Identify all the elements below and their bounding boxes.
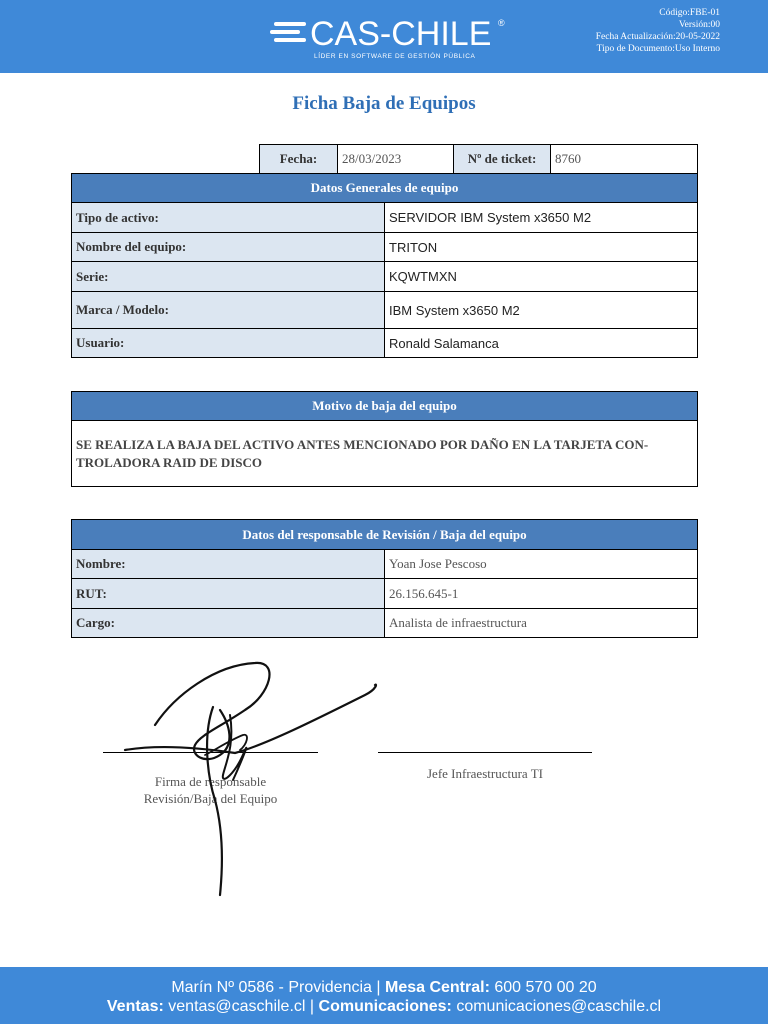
ticket-label: Nº de ticket: xyxy=(454,145,551,174)
motivo-text-line-1: SE REALIZA LA BAJA DEL ACTIVO ANTES MENCIONADO POR DAÑO EN LA TARJETA CON- xyxy=(76,436,649,452)
meta-tipo-documento: Tipo de Documento:Uso Interno xyxy=(596,44,720,54)
header-band xyxy=(0,0,768,73)
marca-modelo-label: Marca / Modelo: xyxy=(72,292,385,329)
footer-address: Marín Nº 0586 - Providencia xyxy=(171,979,372,996)
rut-value: 26.156.645-1 xyxy=(385,579,698,609)
ticket-value: 8760 xyxy=(551,145,698,174)
table-row xyxy=(72,262,698,292)
serie-value: KQWTMXN xyxy=(385,262,698,292)
nombre-equipo-label: Nombre del equipo: xyxy=(72,233,385,262)
footer xyxy=(0,967,768,1024)
meta-version: Versión:00 xyxy=(678,20,720,30)
meta-codigo: Código:FBE-01 xyxy=(659,8,720,18)
fecha-label: Fecha: xyxy=(260,145,338,174)
table-row xyxy=(72,203,698,233)
footer-comunicaciones-email[interactable]: comunicaciones@caschile.cl xyxy=(456,998,662,1015)
footer-separator: | xyxy=(376,979,385,996)
rut-label: RUT: xyxy=(72,579,385,609)
table-row xyxy=(72,550,698,579)
fecha-value: 28/03/2023 xyxy=(338,145,454,174)
motivo-text-line-2: TROLADORA RAID DE DISCO xyxy=(76,454,262,470)
table-row xyxy=(72,233,698,262)
footer-ventas-email[interactable]: ventas@caschile.cl xyxy=(168,998,306,1015)
datos-generales-table xyxy=(71,173,698,358)
footer-mesa-value: 600 570 00 20 xyxy=(494,979,597,996)
nombre-equipo-value: TRITON xyxy=(385,233,698,262)
motivo-heading: Motivo de baja del equipo xyxy=(72,392,698,421)
ticket-table xyxy=(259,144,698,174)
nombre-label: Nombre: xyxy=(72,550,385,579)
footer-line-2 xyxy=(0,998,768,1016)
footer-ventas-label: Ventas: xyxy=(106,998,164,1015)
motivo-text xyxy=(72,421,698,487)
table-row xyxy=(72,329,698,358)
meta-fecha-actualizacion: Fecha Actualización:20-05-2022 xyxy=(595,32,720,42)
table-row xyxy=(72,292,698,329)
logo-tagline: LÍDER EN SOFTWARE DE GESTIÓN PÚBLICA xyxy=(314,53,476,60)
logo-stripes-icon xyxy=(268,19,308,49)
signature-line-right xyxy=(378,752,592,753)
handwritten-signature xyxy=(95,655,385,905)
responsable-heading: Datos del responsable de Revisión / Baja del equipo xyxy=(72,520,698,550)
tipo-activo-value: SERVIDOR IBM System x3650 M2 xyxy=(385,203,698,233)
table-row xyxy=(72,579,698,609)
company-logo xyxy=(268,14,518,64)
signature-caption-right: Jefe Infraestructura TI xyxy=(427,766,543,781)
page-title: Ficha Baja de Equipos xyxy=(292,93,476,114)
footer-separator: | xyxy=(309,998,319,1015)
signature-caption-left-line-1: Firma de responsable xyxy=(154,774,267,789)
marca-modelo-value: IBM System x3650 M2 xyxy=(385,292,698,329)
datos-generales-heading: Datos Generales de equipo xyxy=(72,174,698,203)
footer-line-1 xyxy=(0,979,768,997)
document-meta xyxy=(596,7,720,55)
table-row xyxy=(72,609,698,638)
cargo-label: Cargo: xyxy=(72,609,385,638)
usuario-label: Usuario: xyxy=(72,329,385,358)
tipo-activo-label: Tipo de activo: xyxy=(72,203,385,233)
footer-comunicaciones-label: Comunicaciones: xyxy=(318,998,452,1015)
responsable-table xyxy=(71,519,698,638)
motivo-table xyxy=(71,391,698,487)
footer-mesa-label: Mesa Central: xyxy=(384,979,490,996)
logo-registered-mark: ® xyxy=(498,18,505,28)
usuario-value: Ronald Salamanca xyxy=(385,329,698,358)
cargo-value: Analista de infraestructura xyxy=(385,609,698,638)
nombre-value: Yoan Jose Pescoso xyxy=(385,550,698,579)
serie-label: Serie: xyxy=(72,262,385,292)
logo-text: CAS-CHILE xyxy=(310,15,492,53)
signature-caption-left-line-2: Revisión/Baja del Equipo xyxy=(143,791,278,806)
